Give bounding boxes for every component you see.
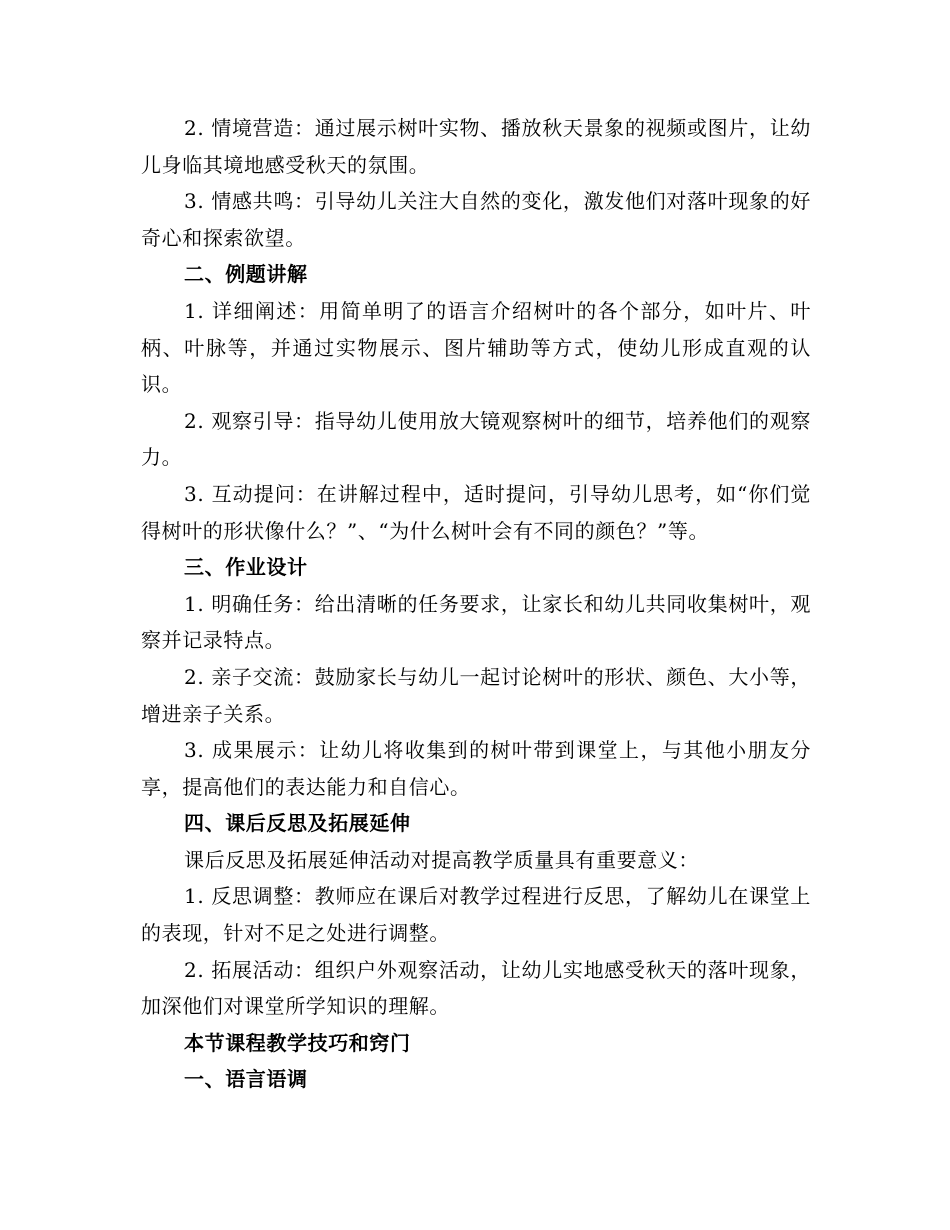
paragraph-clear-task: 1. 明确任务：给出清晰的任务要求，让家长和幼儿共同收集树叶，观察并记录特点。 (141, 591, 811, 653)
section-heading-homework-design: 三、作业设计 (184, 555, 308, 580)
paragraph-parent-child-communication: 2. 亲子交流：鼓励家长与幼儿一起讨论树叶的形状、颜色、大小等，增进亲子关系。 (141, 664, 811, 726)
paragraph-reflection-adjustment: 1. 反思调整：教师应在课后对教学过程进行反思，了解幼儿在课堂上的表现，针对不足之处进行调整。 (141, 884, 811, 946)
paragraph-results-display: 3. 成果展示：让幼儿将收集到的树叶带到课堂上，与其他小朋友分享，提高他们的表达能力和自信心。 (141, 738, 811, 799)
section-heading-reflection-extension: 四、课后反思及拓展延伸 (184, 811, 411, 836)
section-heading-teaching-tips: 本节课程教学技巧和窍门 (184, 1030, 411, 1055)
section-heading-example-explanation: 二、例题讲解 (184, 262, 308, 287)
document-body (141, 110, 811, 1098)
section-heading-language-tone: 一、语言语调 (184, 1067, 308, 1092)
paragraph-reflection-intro: 课后反思及拓展延伸活动对提高教学质量具有重要意义： (184, 847, 699, 872)
paragraph-observation-guidance: 2. 观察引导：指导幼儿使用放大镜观察树叶的细节，培养他们的观察力。 (141, 408, 811, 470)
paragraph-situation-creation: 2. 情境营造：通过展示树叶实物、播放秋天景象的视频或图片，让幼儿身临其境地感受秋天的氛围。 (141, 116, 811, 177)
paragraph-extension-activity: 2. 拓展活动：组织户外观察活动，让幼儿实地感受秋天的落叶现象，加深他们对课堂所学知识的理解。 (141, 957, 811, 1019)
paragraph-emotional-resonance: 3. 情感共鸣：引导幼儿关注大自然的变化，激发他们对落叶现象的好奇心和探索欲望。 (141, 189, 811, 250)
paragraph-detailed-description: 1. 详细阐述：用简单明了的语言介绍树叶的各个部分，如叶片、叶柄、叶脉等，并通过实物展示、图片辅助等方式，使幼儿形成直观的认识。 (141, 298, 811, 397)
paragraph-interactive-questions: 3. 互动提问：在讲解过程中，适时提问，引导幼儿思考，如“你们觉得树叶的形状像什么？”、“为什么树叶会有不同的颜色？”等。 (141, 481, 811, 543)
